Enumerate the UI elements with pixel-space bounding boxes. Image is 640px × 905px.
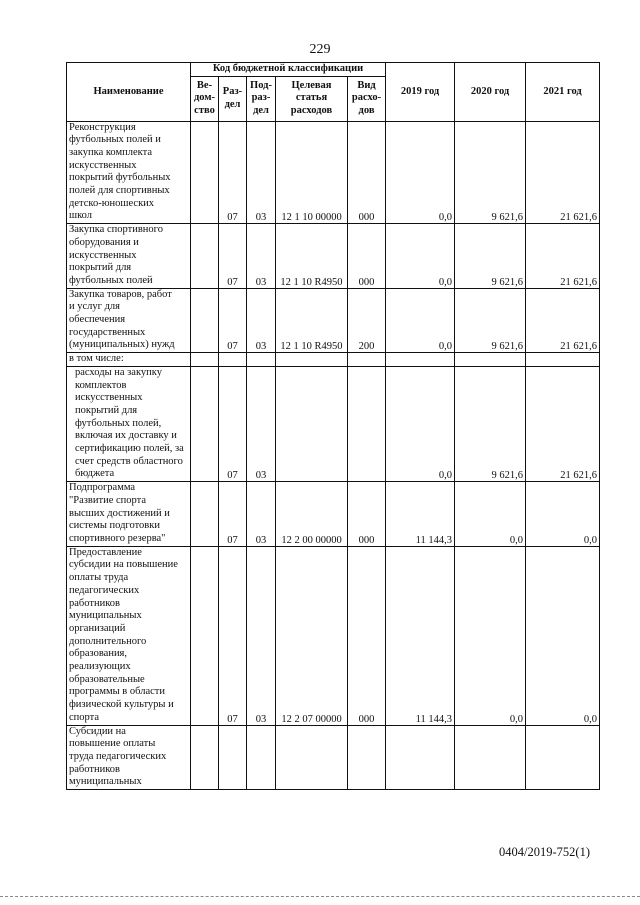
- row-name-line: покрытий для: [75, 404, 138, 416]
- row-name-line: труда педагогических: [69, 750, 167, 762]
- cell-razdel: [219, 482, 247, 547]
- cell-vid-value: 000: [358, 535, 375, 546]
- cell-2021-value: 21 621,6: [560, 212, 598, 224]
- row-name-line: покрытий для: [69, 262, 132, 274]
- cell-razdel: [219, 366, 247, 481]
- cell-2019: [386, 121, 455, 224]
- row-name-line: счет средств областного: [75, 455, 183, 467]
- cell-vid-value: 000: [358, 713, 375, 725]
- cell-celevaya-value: 12 2 00 00000: [281, 535, 342, 546]
- cell-2020-value: 9 621,6: [491, 470, 524, 482]
- row-name-line: (муниципальных) нужд: [69, 339, 175, 351]
- cell-podrazdel: [247, 288, 276, 353]
- row-name-line: оплаты труда: [69, 572, 129, 584]
- cell-podrazdel: [247, 546, 276, 725]
- cell-2021-value: 21 621,6: [560, 341, 598, 353]
- row-name-line: повышение оплаты: [69, 738, 156, 750]
- row-name-line: высших достижений и: [69, 507, 170, 519]
- row-name-line: муниципальных: [69, 776, 142, 788]
- table-row: [67, 121, 600, 224]
- table-row: [67, 482, 600, 547]
- row-name-line: искусственных: [69, 159, 137, 171]
- cell-2019: [386, 366, 455, 481]
- cell-podrazdel-value: 03: [255, 713, 267, 725]
- cell-razdel: [219, 121, 247, 224]
- cell-2021: [526, 121, 600, 224]
- cell-2020: [455, 288, 526, 353]
- cell-razdel-value: 07: [227, 470, 238, 482]
- row-name-line: Закупка спортивного: [69, 224, 163, 236]
- cell-2021: [526, 546, 600, 725]
- row-name-line: Реконструкция: [69, 121, 136, 133]
- cell-2021: [526, 725, 600, 790]
- cell-2020: [455, 546, 526, 725]
- row-name-line: работников: [69, 597, 120, 609]
- cell-podrazdel: [247, 353, 276, 367]
- row-name: [67, 288, 191, 353]
- cell-podrazdel-value: 03: [255, 212, 267, 224]
- cell-celevaya: [276, 224, 348, 289]
- table-row: [67, 224, 600, 289]
- col-header-celevaya: Целевая статья расходов: [276, 76, 348, 121]
- row-name-line: образования,: [69, 648, 128, 660]
- table-row: [67, 288, 600, 353]
- cell-razdel-value: 07: [227, 341, 238, 353]
- row-name-line: работников: [69, 763, 120, 775]
- row-name-line: Подпрограмма: [69, 482, 136, 494]
- row-name-line: закупка комплекта: [69, 146, 152, 158]
- row-name-line: расходы на закупку: [75, 366, 162, 378]
- cell-celevaya: [276, 288, 348, 353]
- col-header-group: Код бюджетной классификации: [191, 63, 386, 77]
- cell-podrazdel: [247, 366, 276, 481]
- cell-2021-value: 0,0: [583, 713, 598, 725]
- cell-2021-value: 21 621,6: [560, 470, 598, 482]
- row-name-line: субсидии на повышение: [69, 559, 178, 571]
- row-name-line: муниципальных: [69, 610, 142, 622]
- cell-2020: [455, 482, 526, 547]
- cell-vid: [348, 482, 386, 547]
- cell-2020-value: 9 621,6: [491, 212, 524, 224]
- cell-2020-value: 9 621,6: [491, 276, 524, 288]
- page-edge-line: [0, 896, 640, 897]
- cell-podrazdel: [247, 482, 276, 547]
- cell-podrazdel: [247, 224, 276, 289]
- row-name-line: реализующих: [69, 661, 131, 673]
- row-name-line: и услуг для: [69, 301, 120, 313]
- row-name: [67, 224, 191, 289]
- row-name-line: Закупка товаров, работ: [69, 288, 172, 300]
- row-name-line: полей для спортивных: [69, 185, 170, 197]
- cell-2020-value: 0,0: [509, 713, 524, 725]
- cell-2020-value: 9 621,6: [491, 341, 524, 353]
- cell-2019: [386, 288, 455, 353]
- row-name-line: Субсидии на: [69, 725, 126, 737]
- table-body: [67, 121, 600, 790]
- row-name-line: образовательные: [69, 673, 145, 685]
- col-header-vid: Вид расхо- дов: [348, 76, 386, 121]
- cell-2019: [386, 546, 455, 725]
- cell-podrazdel-value: 03: [255, 276, 267, 288]
- cell-vedomstvo: [191, 366, 219, 481]
- cell-razdel-value: 07: [227, 713, 238, 725]
- row-name-line: организаций: [69, 622, 126, 634]
- cell-celevaya: [276, 482, 348, 547]
- cell-celevaya-value: 12 1 10 R4950: [280, 341, 343, 353]
- cell-podrazdel-value: 03: [255, 535, 267, 546]
- row-name-line: педагогических: [69, 584, 140, 596]
- row-name-line: "Развитие спорта: [69, 494, 147, 506]
- cell-vedomstvo: [191, 546, 219, 725]
- cell-vid: [348, 121, 386, 224]
- cell-razdel: [219, 353, 247, 367]
- cell-vedomstvo: [191, 482, 219, 547]
- row-name: [67, 546, 191, 725]
- cell-vedomstvo: [191, 121, 219, 224]
- cell-razdel: [219, 546, 247, 725]
- row-name-line: искусственных: [69, 249, 137, 261]
- cell-vid-value: 000: [358, 212, 375, 224]
- row-name-line: спорта: [69, 711, 100, 723]
- col-header-podrazdel: Под- раз- дел: [247, 76, 276, 121]
- table-row: [67, 725, 600, 790]
- cell-razdel-value: 07: [227, 276, 238, 288]
- col-header-name: Наименование: [67, 63, 191, 122]
- cell-2021: [526, 353, 600, 367]
- cell-2020: [455, 353, 526, 367]
- cell-vedomstvo: [191, 725, 219, 790]
- cell-vid: [348, 224, 386, 289]
- row-name-line: включая их доставку и: [75, 430, 177, 442]
- row-name-line: физической культуры и: [69, 699, 174, 711]
- cell-2019: [386, 482, 455, 547]
- table-row: [67, 353, 600, 367]
- budget-table: [66, 62, 600, 790]
- cell-2020: [455, 725, 526, 790]
- col-header-vedomstvo: Ве- дом- ство: [191, 76, 219, 121]
- cell-2021-value: 0,0: [583, 535, 598, 546]
- cell-2019-value: 0,0: [438, 212, 453, 224]
- cell-2020: [455, 224, 526, 289]
- row-name-line: спортивного резерва": [69, 533, 166, 544]
- row-name-line: покрытий футбольных: [69, 172, 171, 184]
- table-row: [67, 546, 600, 725]
- row-name-line: комплектов: [75, 379, 127, 391]
- cell-vid: [348, 725, 386, 790]
- cell-2019: [386, 725, 455, 790]
- cell-2021: [526, 224, 600, 289]
- cell-2021: [526, 482, 600, 547]
- cell-celevaya: [276, 546, 348, 725]
- cell-vid-value: 200: [358, 341, 375, 353]
- col-header-razdel: Раз- дел: [219, 76, 247, 121]
- cell-2021: [526, 288, 600, 353]
- cell-podrazdel: [247, 725, 276, 790]
- cell-celevaya-value: 12 1 10 00000: [281, 212, 342, 224]
- cell-vedomstvo: [191, 353, 219, 367]
- row-name: [67, 121, 191, 224]
- cell-2020-value: 0,0: [509, 535, 524, 546]
- cell-celevaya-value: 12 2 07 00000: [281, 713, 342, 725]
- cell-razdel-value: 07: [227, 535, 238, 546]
- cell-podrazdel-value: 03: [255, 341, 267, 353]
- cell-2019-value: 11 144,3: [415, 535, 453, 546]
- cell-podrazdel: [247, 121, 276, 224]
- cell-podrazdel-value: 03: [255, 470, 267, 482]
- cell-vid: [348, 366, 386, 481]
- row-name: [67, 482, 191, 547]
- col-header-2020: 2020 год: [455, 63, 526, 122]
- cell-2019: [386, 353, 455, 367]
- cell-vid: [348, 546, 386, 725]
- cell-celevaya-value: 12 1 10 R4950: [280, 276, 343, 288]
- row-name-line: детско-юношеских: [69, 197, 155, 209]
- cell-razdel: [219, 224, 247, 289]
- cell-celevaya: [276, 353, 348, 367]
- row-name: [67, 725, 191, 790]
- cell-2021-value: 21 621,6: [560, 276, 598, 288]
- row-name-line: в том числе:: [69, 353, 124, 365]
- cell-vid: [348, 353, 386, 367]
- row-name-line: школ: [69, 210, 93, 222]
- cell-celevaya: [276, 366, 348, 481]
- cell-2019-value: 11 144,3: [415, 713, 453, 725]
- page-number: 229: [309, 42, 331, 57]
- row-name-line: дополнительного: [69, 635, 147, 647]
- row-name-line: бюджета: [75, 468, 115, 480]
- cell-2019-value: 0,0: [438, 276, 453, 288]
- cell-2019: [386, 224, 455, 289]
- row-name-line: футбольных полей и: [69, 134, 161, 146]
- table-row: [67, 366, 600, 481]
- cell-2020: [455, 121, 526, 224]
- cell-2019-value: 0,0: [438, 341, 453, 353]
- col-header-2021: 2021 год: [526, 63, 600, 122]
- row-name-line: футбольных полей: [69, 274, 153, 286]
- cell-celevaya: [276, 725, 348, 790]
- header-row-top: [67, 63, 600, 77]
- row-name: [67, 366, 191, 481]
- cell-vid: [348, 288, 386, 353]
- cell-razdel: [219, 725, 247, 790]
- row-name-line: обеспечения: [69, 314, 126, 326]
- col-header-2019: 2019 год: [386, 63, 455, 122]
- row-name-line: государственных: [69, 326, 146, 338]
- cell-2020: [455, 366, 526, 481]
- cell-razdel: [219, 288, 247, 353]
- cell-2019-value: 0,0: [438, 470, 453, 482]
- row-name-line: оборудования и: [69, 236, 139, 248]
- row-name-line: искусственных: [75, 392, 143, 404]
- cell-2021: [526, 366, 600, 481]
- cell-celevaya: [276, 121, 348, 224]
- row-name-line: футбольных полей,: [75, 417, 162, 429]
- cell-vedomstvo: [191, 224, 219, 289]
- document-code: 0404/2019-752(1): [499, 845, 590, 859]
- cell-vid-value: 000: [358, 276, 375, 288]
- row-name-line: сертификацию полей, за: [75, 443, 184, 455]
- row-name: [67, 353, 191, 367]
- cell-razdel-value: 07: [227, 212, 238, 224]
- cell-vedomstvo: [191, 288, 219, 353]
- row-name-line: системы подготовки: [69, 520, 160, 532]
- row-name-line: Предоставление: [69, 546, 142, 558]
- row-name-line: программы в области: [69, 686, 165, 698]
